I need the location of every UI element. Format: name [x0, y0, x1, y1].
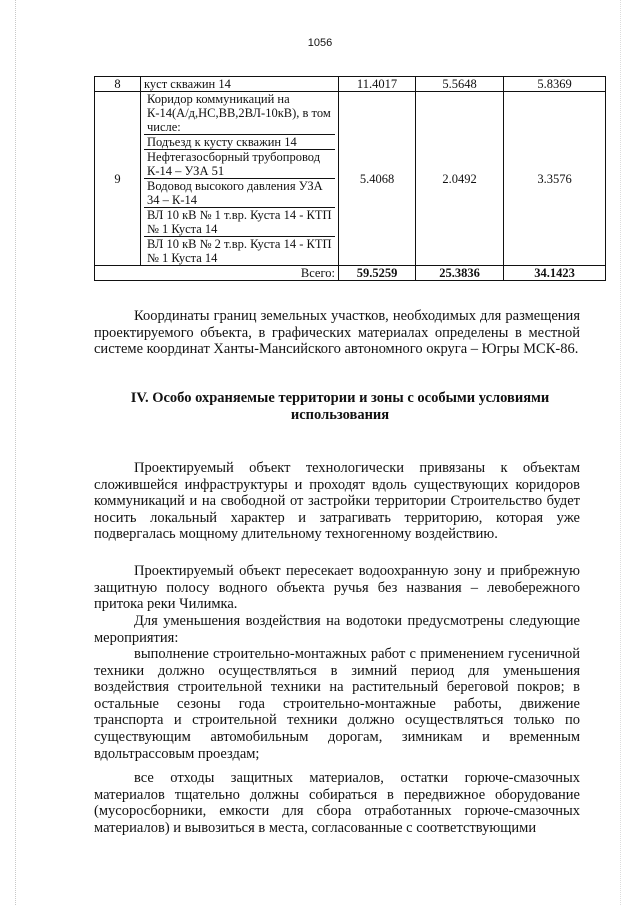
paragraph: Для уменьшения воздействия на водотоки предусмотрены следующие мероприятия: [94, 613, 580, 646]
scan-margin-line-left [15, 0, 16, 905]
table-row [95, 92, 606, 266]
sub-item: ВЛ 10 кВ № 2 т.вр. Куста 14 - КТП № 1 Куста 14 [144, 236, 335, 265]
page-number: 1056 [307, 37, 333, 49]
value-cell: 2.0492 [416, 92, 504, 266]
sub-item: Подъезд к кусту скважин 14 [144, 134, 335, 149]
value-cell: 5.5648 [416, 77, 504, 92]
value-cell: 5.8369 [504, 77, 606, 92]
sub-item: Водовод высокого давления УЗА 34 – К-14 [144, 178, 335, 207]
sub-item: Нефтегазосборный трубопровод К-14 – УЗА 51 [144, 149, 335, 178]
total-value: 25.3836 [416, 266, 504, 281]
value-cell: 3.3576 [504, 92, 606, 266]
sub-item: Коридор коммуникаций на К-14(А/д,НС,ВВ,2ВЛ-10кВ), в том числе: [147, 92, 331, 134]
row-name: куст скважин 14 [141, 77, 339, 92]
table-total-row [95, 266, 606, 281]
paragraph-coordinates: Координаты границ земельных участков, необходимых для размещения проектируемого объекта, в графических материалах определены в местной системе координат Ханты-Мансийского автономного округа – Югры МСК-86. [94, 308, 580, 358]
total-label: Всего: [95, 266, 339, 281]
land-area-table [94, 76, 606, 281]
sub-item: ВЛ 10 кВ № 1 т.вр. Куста 14 - КТП № 1 Куста 14 [144, 207, 335, 236]
section-heading: IV. Особо охраняемые территории и зоны с особыми условиями использования [130, 390, 550, 423]
list-item: все отходы защитных материалов, остатки горюче-смазочных материалов тщательно должны собираться в передвижное оборудование (мусоросборники, емкости для сбора отработанных горюче-смазочных материалов) и вывозиться в места, согласованные с соответствующими [94, 770, 580, 836]
scan-margin-line-right [620, 0, 621, 905]
list-item: выполнение строительно-монтажных работ с применением гусеничной техники должно осуществляться в зимний период для уменьшения воздействия строительной техники на растительный береговой покров; в остальные сезоны года строительно-монтажные работы, движение транспорта и строительной техники должно осуществляться только по существующим автомобильным дорогам, зимникам и временным вдольтрассовым проездам; [94, 646, 580, 762]
row-items [141, 92, 339, 266]
paragraph: Проектируемый объект пересекает водоохранную зону и прибрежную защитную полосу водного объекта ручья без названия – левобережного притока реки Чилимка. [94, 563, 580, 613]
paragraph: Проектируемый объект технологически привязаны к объектам сложившейся инфраструктуры и проходят вдоль существующих коридоров коммуникаций и на свободной от застройки территории Строительство будет носить локальный характер и затрагивать территорию, которая уже подвергалась мощному длительному техногенному воздействию. [94, 460, 580, 543]
row-number: 8 [95, 77, 141, 92]
total-value: 34.1423 [504, 266, 606, 281]
table-row [95, 77, 606, 92]
value-cell: 11.4017 [339, 77, 416, 92]
total-value: 59.5259 [339, 266, 416, 281]
row-number: 9 [95, 92, 141, 266]
value-cell: 5.4068 [339, 92, 416, 266]
